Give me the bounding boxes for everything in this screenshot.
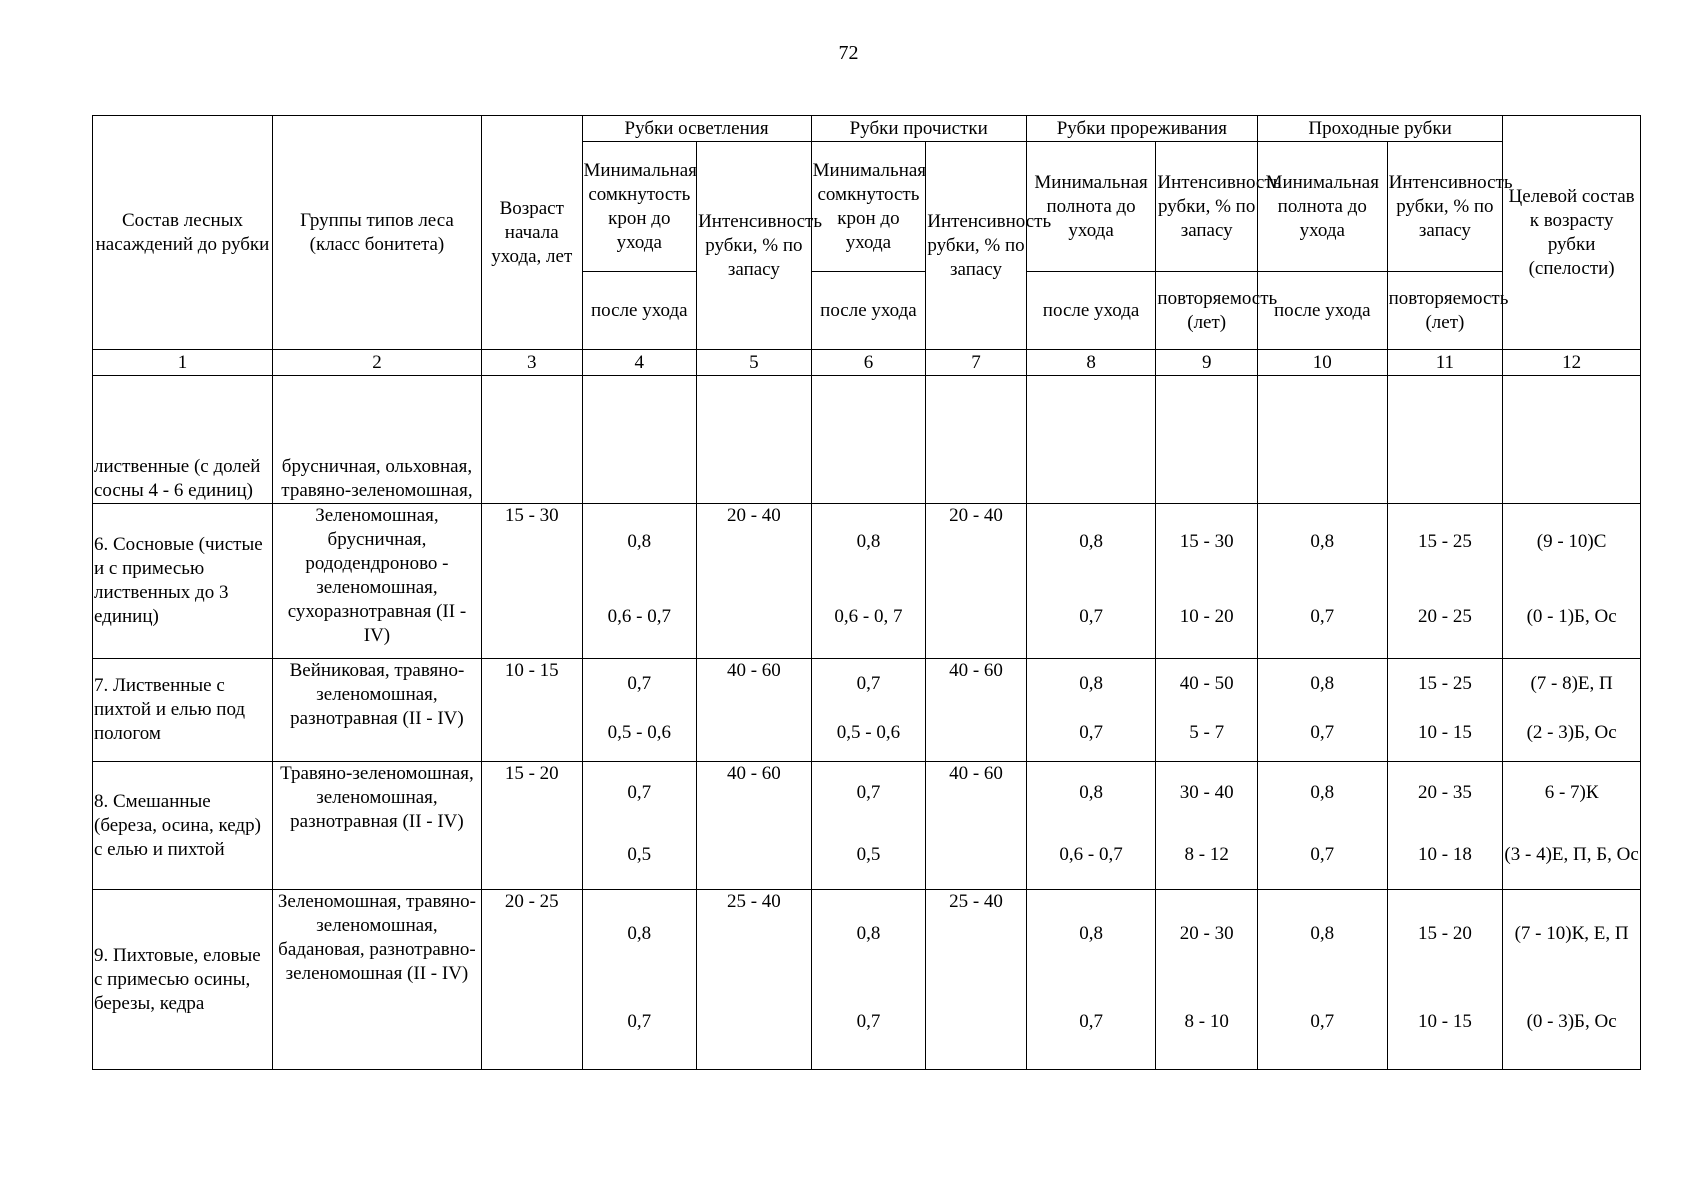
header-g2-intensity: Интенсивность рубки, % по запасу bbox=[926, 142, 1027, 350]
cell-values bbox=[1157, 762, 1256, 886]
column-number: 10 bbox=[1257, 350, 1387, 376]
column-number: 6 bbox=[811, 350, 926, 376]
value-before: 0,7 bbox=[627, 782, 652, 803]
value-before: 15 - 30 bbox=[1179, 530, 1234, 552]
table-cell: 15 - 30 bbox=[481, 504, 582, 659]
value-before: 0,7 bbox=[627, 672, 652, 694]
table-cell bbox=[1387, 504, 1503, 659]
header-g3-after: после ухода bbox=[1026, 272, 1156, 350]
value-after: (2 - 3)Б, Ос bbox=[1526, 722, 1617, 744]
value-before: 20 - 30 bbox=[1179, 923, 1234, 944]
cell-values bbox=[584, 504, 696, 655]
column-number: 9 bbox=[1156, 350, 1258, 376]
table-cell bbox=[1503, 659, 1641, 762]
value-before: 0,8 bbox=[1079, 672, 1103, 694]
table-cell bbox=[582, 504, 697, 659]
table-cell bbox=[1257, 659, 1387, 762]
cell-values bbox=[813, 762, 925, 886]
table-cell bbox=[582, 762, 697, 890]
table-cell bbox=[1026, 762, 1156, 890]
table-cell: 40 - 60 bbox=[697, 659, 812, 762]
value-after: 0,5 bbox=[856, 844, 881, 865]
cell-values bbox=[584, 890, 696, 1066]
value-after: 5 - 7 bbox=[1189, 722, 1225, 744]
table-cell bbox=[697, 376, 812, 504]
cell-values bbox=[1157, 659, 1256, 758]
header-g2-after: после ухода bbox=[811, 272, 926, 350]
table-cell bbox=[481, 376, 582, 504]
table-cell bbox=[1257, 504, 1387, 659]
table-cell bbox=[1026, 504, 1156, 659]
cell-forest-types: Травяно-зеленомошная, зеленомошная, разнотравная (II - IV) bbox=[272, 762, 481, 890]
value-after: 8 - 12 bbox=[1184, 844, 1229, 865]
column-number: 5 bbox=[697, 350, 812, 376]
table-cell bbox=[1257, 762, 1387, 890]
table-cell: 20 - 40 bbox=[697, 504, 812, 659]
value-after: (0 - 3)Б, Ос bbox=[1526, 1011, 1617, 1032]
value-after: 0,7 bbox=[1310, 844, 1335, 865]
table-cell bbox=[1156, 659, 1258, 762]
header-g4-fullness: Минимальная полнота до ухода bbox=[1257, 142, 1387, 272]
value-before: 15 - 20 bbox=[1418, 923, 1472, 944]
header-group-thinning: Рубки прореживания bbox=[1026, 116, 1257, 142]
header-group-clearing: Рубки осветления bbox=[582, 116, 811, 142]
header-g4-repeat: повторяемость (лет) bbox=[1387, 272, 1503, 350]
cell-composition: 8. Смешанные (береза, осина, кедр) с елью и пихтой bbox=[93, 762, 273, 890]
header-g4-intensity: Интенсивность рубки, % по запасу bbox=[1387, 142, 1503, 272]
value-before: 0,8 bbox=[1310, 530, 1335, 552]
table-cell bbox=[1156, 504, 1258, 659]
value-after: 0,7 bbox=[1079, 722, 1103, 744]
cell-values bbox=[813, 890, 925, 1066]
cell-composition: 9. Пихтовые, еловые с примесью осины, березы, кедра bbox=[93, 890, 273, 1070]
cell-forest-types: Зеленомошная, травяно-зеленомошная, бадановая, разнотравно-зеленомошная (II - IV) bbox=[272, 890, 481, 1070]
column-number: 4 bbox=[582, 350, 697, 376]
cell-values bbox=[1504, 504, 1639, 655]
value-before: 0,8 bbox=[1310, 672, 1335, 694]
header-start-age: Возраст начала ухода, лет bbox=[481, 116, 582, 350]
table-cell bbox=[1156, 890, 1258, 1070]
table-cell bbox=[1026, 890, 1156, 1070]
table-cell bbox=[1387, 890, 1503, 1070]
cell-values bbox=[1157, 890, 1256, 1066]
cell-values bbox=[584, 659, 696, 758]
value-after: 0,6 - 0,7 bbox=[1059, 844, 1123, 865]
value-before: 0,8 bbox=[856, 530, 881, 552]
column-number: 8 bbox=[1026, 350, 1156, 376]
value-after: 10 - 15 bbox=[1418, 1011, 1472, 1032]
table-cell: 20 - 25 bbox=[481, 890, 582, 1070]
cell-values bbox=[1389, 890, 1502, 1066]
table-cell: 25 - 40 bbox=[926, 890, 1027, 1070]
header-g4-after: после ухода bbox=[1257, 272, 1387, 350]
cell-values bbox=[1259, 762, 1386, 886]
cell-forest-types: брусничная, ольховная, травяно-зеленомошная, bbox=[272, 376, 481, 504]
column-number: 7 bbox=[926, 350, 1027, 376]
column-number: 12 bbox=[1503, 350, 1641, 376]
table-cell: 15 - 20 bbox=[481, 762, 582, 890]
value-after: 0,7 bbox=[1310, 606, 1335, 628]
value-before: 20 - 35 bbox=[1418, 782, 1472, 803]
table-cell: 40 - 60 bbox=[926, 659, 1027, 762]
cell-forest-types: Зеленомошная, брусничная, рододендроново - зеленомошная, сухоразнотравная (II - IV) bbox=[272, 504, 481, 659]
table-cell bbox=[1503, 376, 1641, 504]
cell-composition: лиственные (с долей сосны 4 - 6 единиц) bbox=[93, 376, 273, 504]
table-cell bbox=[811, 504, 926, 659]
column-number: 3 bbox=[481, 350, 582, 376]
value-after: 0,5 - 0,6 bbox=[607, 722, 671, 744]
table-cell bbox=[1257, 890, 1387, 1070]
header-g3-fullness: Минимальная полнота до ухода bbox=[1026, 142, 1156, 272]
value-before: 40 - 50 bbox=[1179, 672, 1234, 694]
cell-values bbox=[813, 659, 925, 758]
cell-values bbox=[1028, 659, 1155, 758]
header-g2-density: Минимальная сомкнутость крон до ухода bbox=[811, 142, 926, 272]
value-before: (7 - 8)Е, П bbox=[1530, 672, 1613, 694]
cell-values bbox=[1504, 762, 1639, 886]
cell-values bbox=[1259, 504, 1386, 655]
value-after: 0,7 bbox=[1310, 722, 1335, 744]
header-forest-types: Группы типов леса (класс бонитета) bbox=[272, 116, 481, 350]
table-cell bbox=[1503, 890, 1641, 1070]
table-cell bbox=[1503, 762, 1641, 890]
cell-values bbox=[1028, 890, 1155, 1066]
table-cell: 20 - 40 bbox=[926, 504, 1027, 659]
value-before: 0,8 bbox=[1310, 923, 1335, 944]
table-cell bbox=[1026, 376, 1156, 504]
value-before: 0,8 bbox=[856, 923, 881, 944]
table-row bbox=[93, 504, 1641, 659]
header-g1-density: Минимальная сомкнутость крон до ухода bbox=[582, 142, 697, 272]
page-number: 72 bbox=[838, 42, 859, 64]
table-cell: 40 - 60 bbox=[697, 762, 812, 890]
value-after: 10 - 18 bbox=[1418, 844, 1472, 865]
table-cell bbox=[1387, 659, 1503, 762]
cell-values bbox=[1157, 504, 1256, 655]
forest-care-table bbox=[92, 115, 1641, 1070]
header-g1-after: после ухода bbox=[582, 272, 697, 350]
value-before: 0,8 bbox=[627, 530, 652, 552]
table-cell bbox=[1156, 762, 1258, 890]
header-group-cleaning: Рубки прочистки bbox=[811, 116, 1026, 142]
value-before: 0,8 bbox=[1079, 530, 1103, 552]
value-after: 10 - 20 bbox=[1179, 606, 1234, 628]
table-cell bbox=[811, 659, 926, 762]
value-after: 10 - 15 bbox=[1418, 722, 1472, 744]
header-composition: Состав лесных насаждений до рубки bbox=[93, 116, 273, 350]
header-numbers-row bbox=[93, 350, 1641, 376]
cell-composition: 6. Сосновые (чистые и с примесью лиственных до 3 единиц) bbox=[93, 504, 273, 659]
cell-forest-types: Вейниковая, травяно-зеленомошная, разнотравная (II - IV) bbox=[272, 659, 481, 762]
cell-values bbox=[1028, 762, 1155, 886]
value-after: 0,6 - 0, 7 bbox=[834, 606, 903, 628]
cell-values bbox=[1504, 890, 1639, 1066]
value-before: 0,8 bbox=[1079, 782, 1103, 803]
table-cell bbox=[1387, 762, 1503, 890]
cell-values bbox=[1389, 504, 1502, 655]
cell-values bbox=[813, 504, 925, 655]
header-g1-intensity: Интенсивность рубки, % по запасу bbox=[697, 142, 812, 350]
table-header bbox=[93, 116, 1641, 376]
value-after: (0 - 1)Б, Ос bbox=[1526, 606, 1617, 628]
table-cell bbox=[582, 376, 697, 504]
table-body bbox=[93, 376, 1641, 1070]
value-after: 0,7 bbox=[1310, 1011, 1335, 1032]
table-cell bbox=[1026, 659, 1156, 762]
cell-values bbox=[1504, 659, 1639, 758]
value-before: 15 - 25 bbox=[1418, 672, 1472, 694]
table-cell bbox=[926, 376, 1027, 504]
table-cell bbox=[1257, 376, 1387, 504]
table-cell: 10 - 15 bbox=[481, 659, 582, 762]
value-after: 0,7 bbox=[1079, 1011, 1103, 1032]
cell-values bbox=[1389, 659, 1502, 758]
column-number: 1 bbox=[93, 350, 273, 376]
table-cell bbox=[1387, 376, 1503, 504]
cell-values bbox=[1028, 504, 1155, 655]
table-row bbox=[93, 659, 1641, 762]
cell-composition: 7. Лиственные с пихтой и елью под пологом bbox=[93, 659, 273, 762]
value-after: 0,7 bbox=[856, 1011, 881, 1032]
column-number: 11 bbox=[1387, 350, 1503, 376]
cell-values bbox=[1259, 890, 1386, 1066]
table-cell bbox=[1503, 504, 1641, 659]
table-cell bbox=[811, 890, 926, 1070]
value-after: (3 - 4)Е, П, Б, Ос bbox=[1504, 844, 1639, 865]
header-group-passage: Проходные рубки bbox=[1257, 116, 1502, 142]
table-cell: 40 - 60 bbox=[926, 762, 1027, 890]
table-row bbox=[93, 762, 1641, 890]
table-cell bbox=[811, 762, 926, 890]
value-before: 6 - 7)К bbox=[1544, 782, 1599, 803]
value-after: 0,7 bbox=[627, 1011, 652, 1032]
value-after: 0,5 - 0,6 bbox=[836, 722, 901, 744]
cell-values bbox=[1389, 762, 1502, 886]
cell-values bbox=[1259, 659, 1386, 758]
value-before: 0,7 bbox=[856, 782, 881, 803]
value-before: 0,8 bbox=[1079, 923, 1103, 944]
table-row bbox=[93, 890, 1641, 1070]
value-after: 0,7 bbox=[1079, 606, 1103, 628]
table-row bbox=[93, 376, 1641, 504]
value-before: (7 - 10)К, Е, П bbox=[1514, 923, 1629, 944]
value-after: 0,6 - 0,7 bbox=[607, 606, 671, 628]
value-after: 8 - 10 bbox=[1184, 1011, 1229, 1032]
column-number: 2 bbox=[272, 350, 481, 376]
table-cell bbox=[582, 890, 697, 1070]
header-g3-intensity: Интенсивность рубки, % по запасу bbox=[1156, 142, 1258, 272]
value-before: (9 - 10)С bbox=[1536, 530, 1607, 552]
value-before: 0,8 bbox=[1310, 782, 1335, 803]
table-cell: 25 - 40 bbox=[697, 890, 812, 1070]
header-target: Целевой состав к возрасту рубки (спелости) bbox=[1503, 116, 1641, 350]
cell-values bbox=[584, 762, 696, 886]
header-g3-repeat: повторяемость (лет) bbox=[1156, 272, 1258, 350]
table-cell bbox=[811, 376, 926, 504]
value-before: 0,7 bbox=[856, 672, 881, 694]
value-after: 0,5 bbox=[627, 844, 652, 865]
value-before: 30 - 40 bbox=[1179, 782, 1234, 803]
table-cell bbox=[1156, 376, 1258, 504]
table-cell bbox=[582, 659, 697, 762]
value-before: 0,8 bbox=[627, 923, 652, 944]
value-after: 20 - 25 bbox=[1418, 606, 1472, 628]
value-before: 15 - 25 bbox=[1418, 530, 1472, 552]
